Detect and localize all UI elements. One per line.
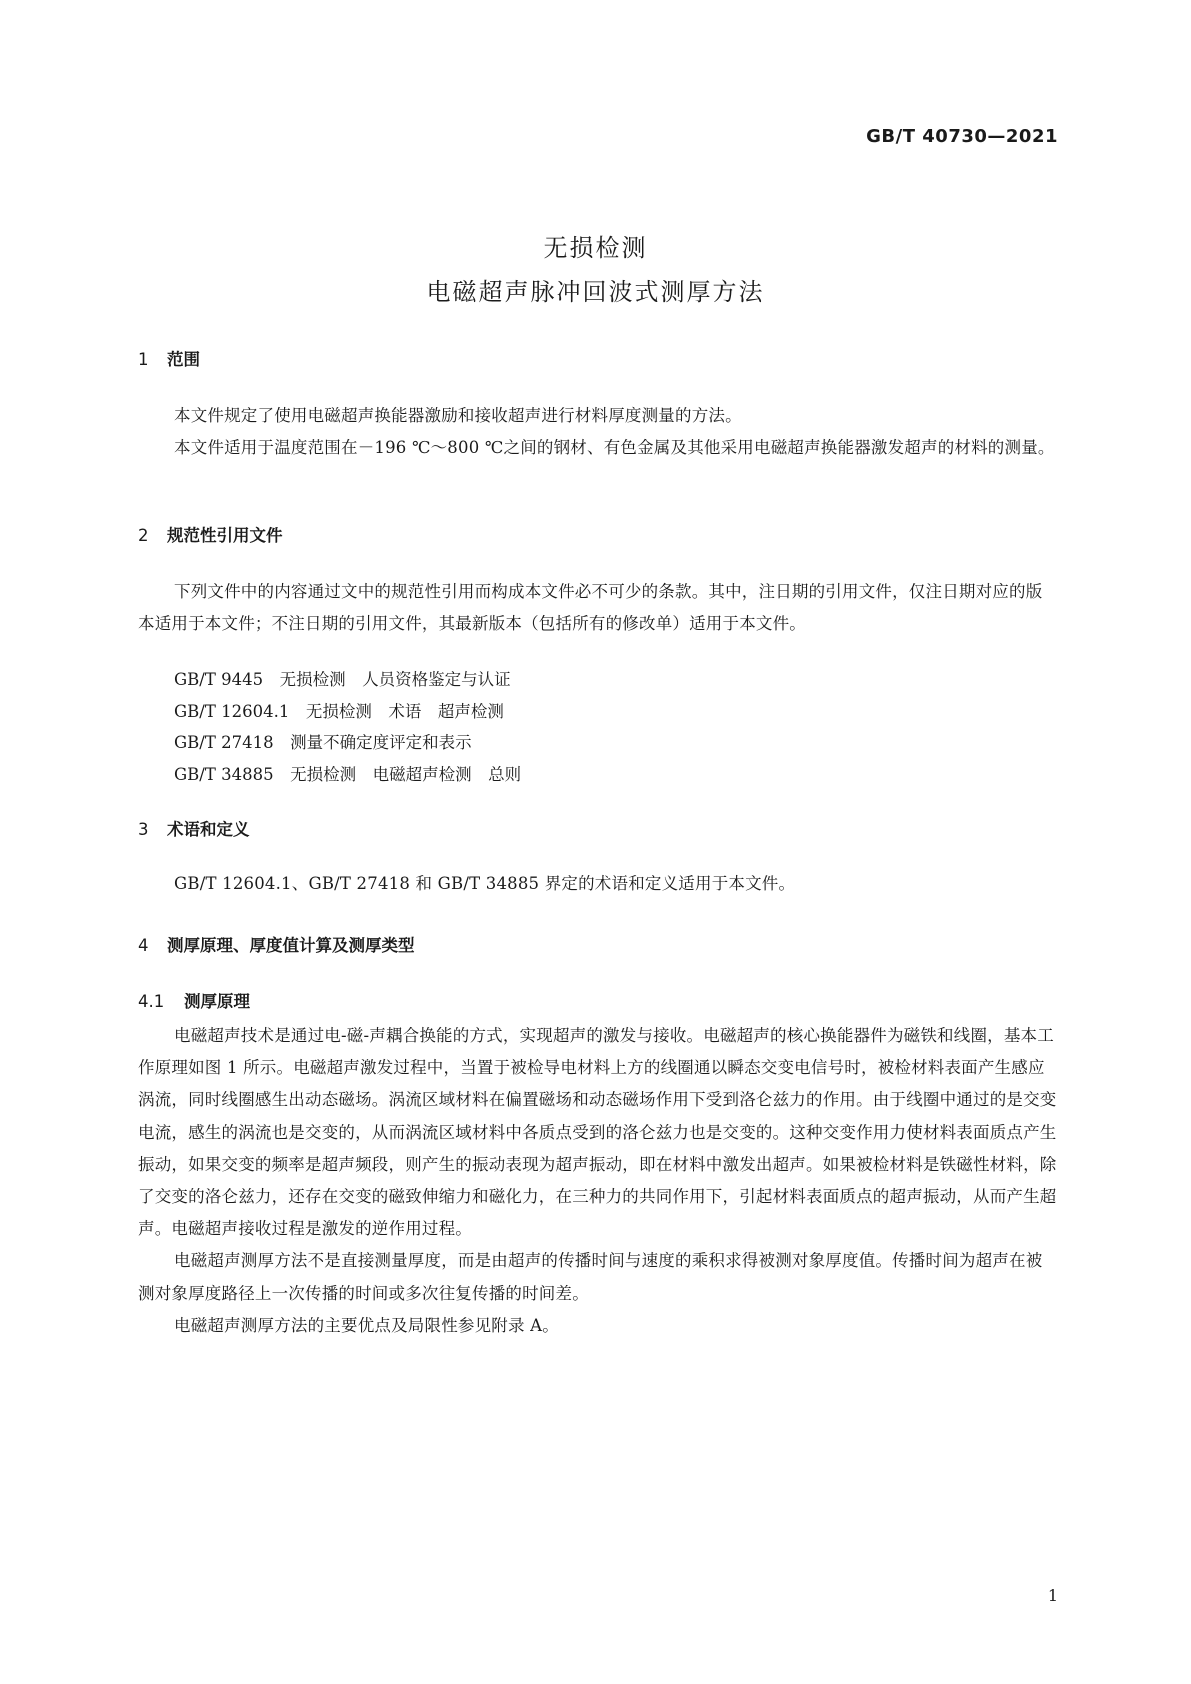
paragraph: 本文件规定了使用电磁超声换能器激励和接收超声进行材料厚度测量的方法。 xyxy=(174,406,742,425)
section-4-1-title: 测厚原理 xyxy=(184,992,250,1011)
normative-references-list xyxy=(174,664,521,790)
section-3-title: 术语和定义 xyxy=(167,820,250,839)
section-4-number: 4 xyxy=(138,936,149,955)
section-4-1-heading xyxy=(138,988,250,1012)
page-number: 1 xyxy=(1047,1586,1058,1605)
section-2-title: 规范性引用文件 xyxy=(167,526,283,545)
section-4-title: 测厚原理、厚度值计算及测厚类型 xyxy=(167,936,415,955)
section-2-number: 2 xyxy=(138,526,149,545)
paragraph: 电磁超声测厚方法不是直接测量厚度，而是由超声的传播时间与速度的乘积求得被测对象厚度值。传播时间为超声在被测对象厚度路径上一次传播的时间或多次往复传播的时间差。 xyxy=(138,1251,1043,1303)
reference-item: GB/T 9445 无损检测 人员资格鉴定与认证 xyxy=(174,670,511,689)
title-line-2: 电磁超声脉冲回波式测厚方法 xyxy=(426,278,765,306)
section-1-number: 1 xyxy=(138,350,149,369)
title-line-1: 无损检测 xyxy=(543,234,648,262)
section-2-heading xyxy=(138,522,283,546)
section-3-number: 3 xyxy=(138,820,149,839)
section-3-heading xyxy=(138,816,250,840)
section-1-body xyxy=(138,400,1058,464)
reference-item: GB/T 12604.1 无损检测 术语 超声检测 xyxy=(174,701,504,721)
reference-item: GB/T 27418 测量不确定度评定和表示 xyxy=(174,733,472,752)
section-4-1-body xyxy=(138,1020,1058,1342)
paragraph: 下列文件中的内容通过文中的规范性引用而构成本文件必不可少的条款。其中，注日期的引用文件，仅注日期对应的版本适用于本文件；不注日期的引用文件，其最新版本（包括所有的修改单）适用于本文件。 xyxy=(138,582,1043,634)
paragraph: 电磁超声技术是通过电-磁-声耦合换能的方式，实现超声的激发与接收。电磁超声的核心换能器件为磁铁和线圈，基本工作原理如图 1 所示。电磁超声激发过程中，当置于被检导电材料上方的线圈通以瞬态交变电信号时，被检材料表面产生感应涡流，同时线圈感生出动态磁场。涡流区域材料在偏置磁场和动态磁场作用下受到洛仑兹力的作用。由于线圈中通过的是交变电流，感生的涡流也是交变的，从而涡流区域材料中各质点受到的洛仑兹力也是交变的。这种交变作用力使材料表面质点产生振动，如果交变的频率是超声频段，则产生的振动表现为超声振动，即在材料中激发出超声。如果被检材料是铁磁性材料，除了交变的洛仑兹力，还存在交变的磁致伸缩力和磁化力，在三种力的共同作用下，引起材料表面质点的超声振动，从而产生超声。电磁超声接收过程是激发的逆作用过程。 xyxy=(138,1026,1057,1239)
section-1-heading xyxy=(138,346,200,370)
section-4-1-number: 4.1 xyxy=(138,992,165,1011)
paragraph: 本文件适用于温度范围在－196 ℃～800 ℃之间的钢材、有色金属及其他采用电磁超声换能器激发超声的材料的测量。 xyxy=(174,438,1055,458)
section-4-heading xyxy=(138,932,415,956)
reference-item: GB/T 34885 无损检测 电磁超声检测 总则 xyxy=(174,764,522,784)
standard-number: GB/T 40730—2021 xyxy=(866,126,1058,147)
section-1-title: 范围 xyxy=(167,350,200,369)
paragraph: GB/T 12604.1、GB/T 27418 和 GB/T 34885 界定的术语和定义适用于本文件。 xyxy=(174,874,796,893)
section-3-body xyxy=(138,868,1058,900)
section-2-body xyxy=(138,576,1058,640)
paragraph: 电磁超声测厚方法的主要优点及局限性参见附录 A。 xyxy=(174,1315,559,1335)
